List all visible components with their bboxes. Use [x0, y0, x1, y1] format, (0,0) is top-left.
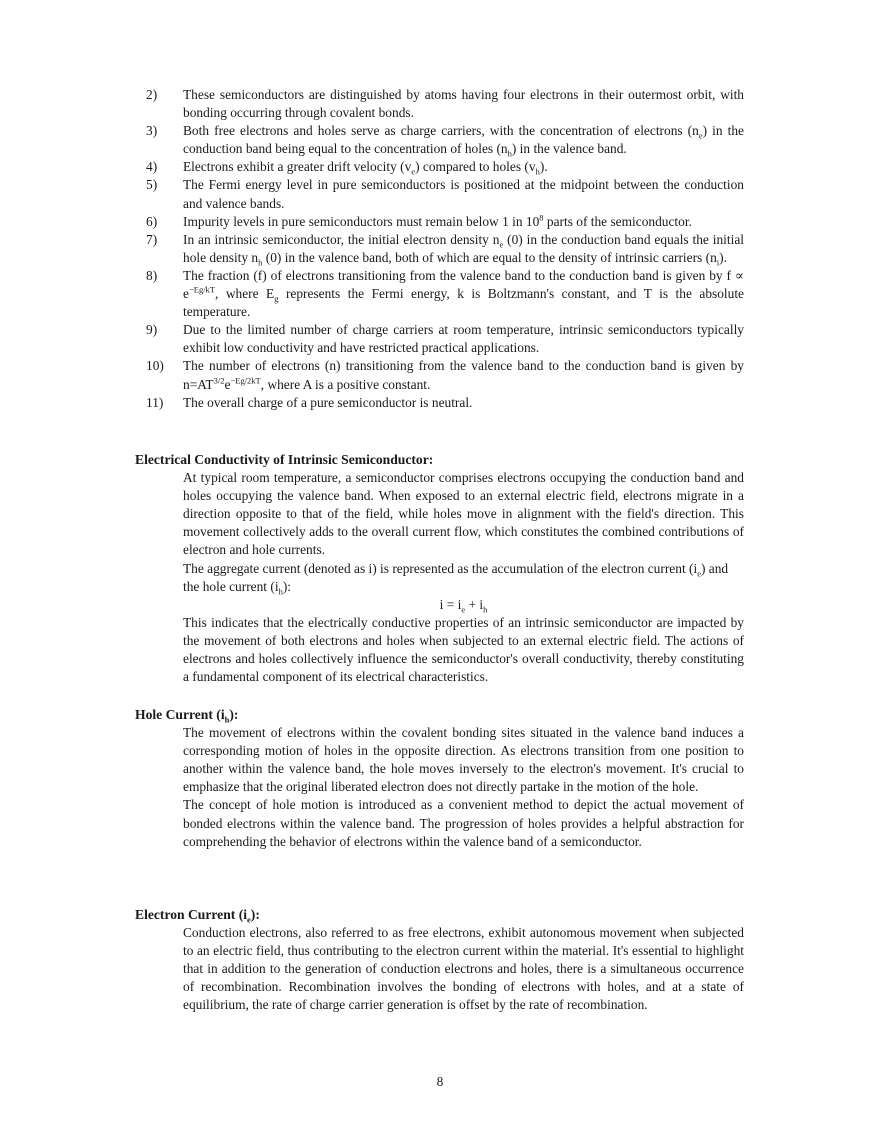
- superscript: 3/2: [213, 375, 225, 386]
- paragraph: At typical room temperature, a semiconductor comprises electrons occupying the conduction band and holes occupying the valence band. When exposed to an external electric field, electrons migrate in a direction opposite to that of the field, while holes move in alignment with the field's direction. This movement collectively adds to the overall current flow, which constitutes the combined contributions of electron and hole currents.: [183, 470, 744, 558]
- paragraph: The concept of hole motion is introduced as a convenient method to depict the actual movement of bonded electrons within the valence band. The progression of holes provides a helpful abstraction for comprehending the behavior of electrons within the valence band of a semiconductor.: [183, 797, 744, 849]
- subscript: e: [697, 568, 701, 579]
- list-number: 11): [146, 394, 164, 410]
- list-item: [146, 213, 744, 231]
- section-heading: Electron Current $(i_e)$:: [135, 907, 260, 925]
- equation: $i = i_e + i_h$: [439, 596, 488, 615]
- subscript: e: [247, 914, 251, 925]
- superscript: −Eg/2kT: [230, 375, 261, 386]
- list-item-text: In an intrinsic semiconductor, the initial electron density $n_e$ (0) in the conduction band equals the initial hole density $n_h$ (0) in the valence band, both of which are equal to the density of intrinsic carriers $(n_i)$.: [183, 231, 744, 268]
- list-item-text: The overall charge of a pure semiconductor is neutral.: [183, 394, 473, 410]
- superscript: −Eg/kT: [188, 284, 215, 295]
- list-item-text: Impurity levels in pure semiconductors must remain below 1 in $10^8$ parts of the semiconductor.: [183, 212, 692, 229]
- section-electron-current: [135, 906, 744, 1015]
- list-item-text: These semiconductors are distinguished by atoms having four electrons in their outermost orbit, with bonding occurring through covalent bonds.: [183, 87, 744, 121]
- list-item: [146, 122, 744, 158]
- list-item: [146, 231, 744, 267]
- paragraph: Conduction electrons, also referred to as free electrons, exhibit autonomous movement when subjected to an electric field, thus contributing to the electron current within the material. It's essential to highlight that in addition to the generation of conduction electrons and holes, there is a simultaneous occurrence of recombination. Recombination involves the bonding of electrons with holes, and at a state of equilibrium, the rate of charge carrier generation is offset by the rate of recombination.: [183, 925, 744, 1013]
- list-number: 5): [146, 177, 158, 193]
- list-item: [146, 176, 744, 212]
- section-heading: Hole Current $(i_h)$:: [135, 707, 239, 725]
- paragraph: This indicates that the electrically conductive properties of an intrinsic semiconductor are impacted by the movement of both electrons and holes when subjected to an external electric field. The actions of electrons and holes collectively influence the semiconductor's overall conductivity, thereby constituting a fundamental component of its electrical characteristics.: [183, 614, 744, 685]
- subscript: h: [278, 586, 283, 597]
- properties-list: [146, 86, 744, 412]
- list-number: 6): [146, 213, 158, 229]
- list-number: 4): [146, 159, 158, 175]
- paragraph: The aggregate current (denoted as i) is represented as the accumulation of the electron current $(i_e)$ and the hole current $(i_h)$:: [183, 560, 729, 597]
- subscript: e: [499, 239, 504, 250]
- list-number: 7): [146, 231, 158, 247]
- list-item: [146, 321, 744, 357]
- paragraph: The movement of electrons within the covalent bonding sites situated in the valence band induces a corresponding motion of holes in the opposite direction. As electrons transition from one position to another within the valence band, the hole moves inversely to the electron's movement. It's crucial to emphasize that the original liberated electron does not directly partake in the motion of the hole.: [183, 725, 744, 795]
- subscript: h: [224, 714, 230, 725]
- list-item-text: Electrons exhibit a greater drift velocity $(v_e)$ compared to holes $(v_h)$.: [183, 159, 548, 178]
- subscript: e: [461, 604, 466, 615]
- subscript: h: [258, 257, 263, 268]
- subscript: i: [716, 257, 720, 268]
- list-item: [146, 394, 744, 412]
- subscript: g: [274, 293, 279, 304]
- list-number: 2): [146, 87, 158, 102]
- list-item-text: Due to the limited number of charge carriers at room temperature, intrinsic semiconductors typically exhibit low conductivity and have restricted practical applications.: [183, 322, 744, 356]
- section-heading: Electrical Conductivity of Intrinsic Semiconductor:: [135, 452, 434, 467]
- list-item: [146, 158, 744, 176]
- list-number: 9): [146, 322, 158, 338]
- subscript: h: [483, 604, 488, 615]
- page-number: 8: [436, 1074, 444, 1089]
- list-item-text: The fraction (f) of electrons transitioning from the valence band to the conduction band is given by $f \propto e^{-Eg/kT}$, where $E_g$ represents the Fermi energy, k is Boltzmann's constant, and T is the absolute temperature.: [183, 267, 744, 320]
- list-item-text: Both free electrons and holes serve as charge carriers, with the concentration of electrons $(n_e)$ in the conduction band being equal to the concentration of holes $(n_h)$ in the valence band.: [183, 123, 744, 159]
- superscript: 8: [539, 212, 544, 223]
- subscript: h: [507, 148, 512, 159]
- list-number: 3): [146, 123, 158, 139]
- list-item-text: The number of electrons (n) transitioning from the valence band to the conduction band is given by $n=AT^{3/2}e^{-Eg/2kT}$, where A is a positive constant.: [183, 358, 744, 392]
- list-item: [146, 267, 744, 321]
- subscript: e: [411, 167, 416, 178]
- list-item: [146, 86, 744, 122]
- list-item: [146, 357, 744, 393]
- list-number: 8): [146, 267, 158, 283]
- list-number: 10): [146, 358, 164, 374]
- section-hole-current: [135, 706, 744, 851]
- subscript: h: [535, 167, 540, 178]
- section-electrical-conductivity: [135, 451, 744, 686]
- subscript: e: [698, 130, 703, 141]
- list-item-text: The Fermi energy level in pure semiconductors is positioned at the midpoint between the conduction and valence bands.: [183, 177, 744, 211]
